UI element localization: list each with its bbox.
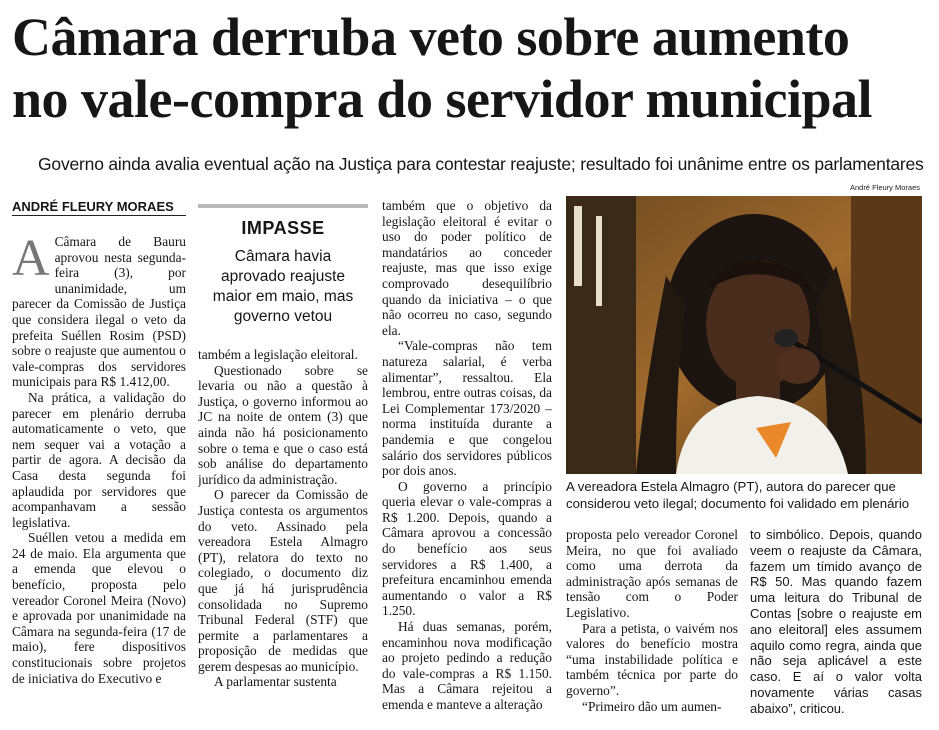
paragraph: Na prática, a validação do parecer em plenário derruba automaticamente o veto, que nem sequer vai a votação a partir de agora. A decisão da Casa desta segunda foi aplaudida por servidores que acompanhavam a sessão legislativa. — [12, 389, 186, 530]
headline-line-2: no vale-compra do servidor municipal — [12, 69, 873, 129]
photo-credit: André Fleury Moraes — [849, 183, 920, 192]
column-1 — [12, 234, 186, 726]
paragraph: O parecer da Comissão de Justiça contesta os argumentos do veto. Assinado pela vereadora Estela Almagro (PT), relatora do texto no colegiado, o documento diz que já há jurisprudência consolidada no Supremo Tribunal Federal (STF) que permite a parlamentares a proposição de medidas que gerem despesas ao município. — [198, 487, 368, 674]
paragraph: Suéllen vetou a medida em 24 de maio. Ela argumenta que a emenda que elevou o benefício, proposta pelo vereador Coronel Meira (Novo) e aprovada por unanimidade na Câmara na segunda-feira (17 de maio), fere dispositivos constitucionais sobre projetos de iniciativa do Executivo e — [12, 530, 186, 686]
paragraph: “Primeiro dão um aumen- — [582, 698, 722, 714]
paragraph: A parlamentar sustenta — [214, 674, 337, 690]
paragraph: proposta pelo vereador Coronel Meira, no que foi avaliado como uma derrota da administração após semanas de tensão com o Poder Legislativo. — [566, 527, 738, 620]
paragraph: O governo a princípio queria elevar o vale-compras a R$ 1.200. Depois, quando a Câmara aprovou a concessão do benefício aos seus servidores a R$ 1.400, a prefeitura encaminhou emenda aumentando o valor a R$ 1.250. — [382, 478, 552, 619]
paragraph: Para a petista, o vaivém nos valores do benefício mostra “uma instabilidade política e também técnica por parte do governo”. — [566, 620, 738, 698]
photo-illustration — [566, 196, 922, 474]
byline: ANDRÉ FLEURY MORAES — [12, 199, 186, 216]
column-3 — [382, 198, 552, 727]
paragraph: Questionado sobre se levaria ou não a questão à Justiça, o governo informou ao JC na noite de ontem (3) que ainda não há posicionamento sobre o tema e que o caso está sob análise do departamento jurídico da administração. — [198, 362, 368, 487]
column-4 — [566, 527, 738, 727]
paragraph: Há duas semanas, porém, encaminhou nova modificação ao projeto pedindo a redução do vale-compras a R$ 1.150. Mas a Câmara rejeitou a emenda e manteve a alteração — [382, 619, 552, 712]
paragraph: A Câmara de Bauru aprovou nesta segunda-feira (3), por unanimidade, um parecer da Comissão de Justiça que considera ilegal o veto da prefeita Suéllen Rosim (PSD) sobre o reajuste que aumentou o vale-compras dos servidores municipais para R$ 1.412,00. — [12, 234, 186, 390]
drop-cap: A — [12, 234, 50, 287]
pull-quote-box — [198, 204, 368, 344]
headline-line-1: Câmara derruba veto sobre aumento — [12, 7, 850, 67]
paragraph: to simbólico. Depois, quando veem o reajuste da Câmara, fazem um tímido avanço de R$ 50. Mas quando fazem uma leitura do Tribunal de Contas [sobre o reajuste em ano eleitoral] eles assumem aquilo como regra, ainda que não seja aplicável a este caso. E aí o valor volta novamente várias casas abaixo”, criticou. — [750, 527, 922, 716]
portrait-photo — [566, 196, 922, 474]
box-title: IMPASSE — [241, 218, 325, 238]
paragraph: também a legislação eleitoral. — [198, 347, 358, 362]
paragraph: também que o objetivo da legislação eleitoral é evitar o uso do poder político de mandatários ao conceder reajuste, mas que isso exige comprovado desequilíbrio quando da iniciativa – o que não ocorreu no caso, segundo ela. — [382, 198, 552, 338]
column-2 — [198, 347, 368, 727]
subheadline: Governo ainda avalia eventual ação na Justiça para contestar reajuste; resultado foi unânime entre os parlamentares — [38, 154, 924, 174]
column-5 — [750, 527, 922, 727]
box-text: Câmara havia aprovado reajuste maior em maio, mas governo vetou — [212, 248, 354, 325]
paragraph: “Vale-compras não tem natureza salarial, é verba alimentar”, ressaltou. Ela lembrou, entre outras coisas, da Lei Complementar 173/2020 – norma instituída durante a pandemia e que congelou salário dos servidores públicos por dois anos. — [382, 338, 552, 479]
headline — [12, 6, 927, 130]
photo-caption: A vereadora Estela Almagro (PT), autora do parecer que considerou veto ilegal; documento foi validado em plenário — [566, 479, 910, 511]
